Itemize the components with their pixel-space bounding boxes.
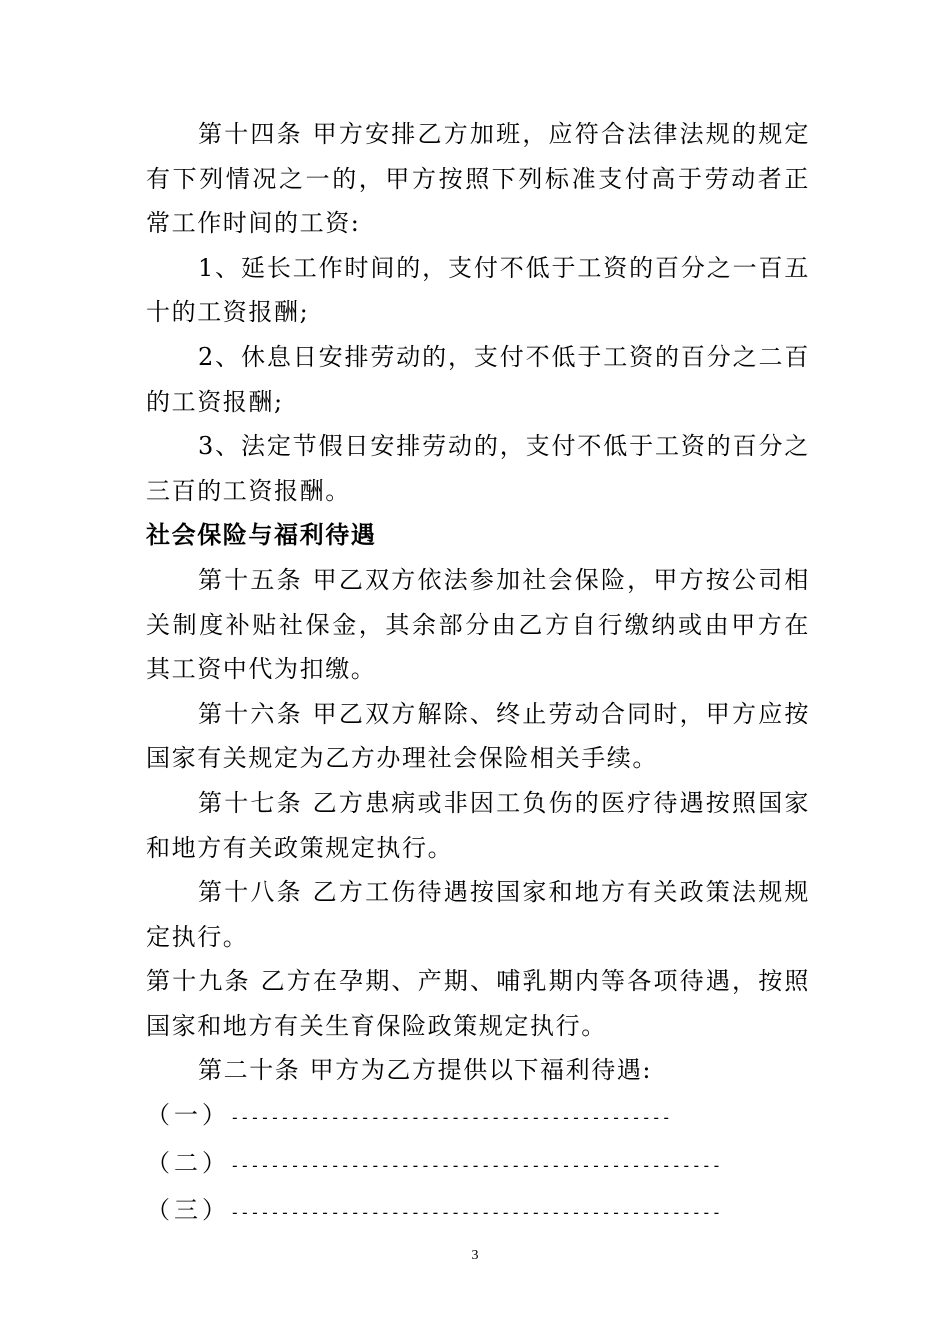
article-20-paragraph: 第二十条 甲方为乙方提供以下福利待遇: [198,1056,653,1085]
benefit-blank-underline: -------------------------------------------- [230,1108,672,1128]
article-14-item-2: 2、休息日安排劳动的，支付不低于工资的百分之二百的工资报酬; [146,342,810,416]
benefit-blank-1 [146,1093,810,1141]
benefit-blank-2 [146,1141,810,1189]
article-14-item-1: 1、延长工作时间的，支付不低于工资的百分之一百五十的工资报酬; [146,253,810,327]
article-17-paragraph: 第十七条 乙方患病或非因工负伤的医疗待遇按照国家和地方有关政策规定执行。 [146,788,810,862]
article-14-paragraph: 第十四条 甲方安排乙方加班，应符合法律法规的规定有下列情况之一的，甲方按照下列标准支付高于劳动者正常工作时间的工资: [146,120,810,238]
benefit-blank-3 [146,1188,810,1236]
benefit-blank-label: （三） [146,1196,230,1225]
page-number: 3 [471,1248,479,1263]
section-heading-social-insurance: 社会保险与福利待遇 [146,521,377,550]
article-14-item-3: 3、法定节假日安排劳动的，支付不低于工资的百分之三百的工资报酬。 [146,432,810,505]
benefit-blank-label: （一） [146,1101,230,1130]
benefit-blank-underline: ------------------------------------------------- [230,1203,722,1223]
article-16-paragraph: 第十六条 甲乙双方解除、终止劳动合同时，甲方应按国家有关规定为乙方办理社会保险相关手续。 [146,699,810,773]
benefit-blank-underline: ------------------------------------------------- [230,1155,722,1175]
benefit-blank-label: （二） [146,1148,230,1177]
document-body [146,112,810,1236]
article-19-paragraph: 第十九条 乙方在孕期、产期、哺乳期内等各项待遇，按照国家和地方有关生育保险政策规定执行。 [146,967,810,1040]
article-18-paragraph: 第十八条 乙方工伤待遇按国家和地方有关政策法规规定执行。 [146,878,810,951]
article-15-paragraph: 第十五条 甲乙双方依法参加社会保险，甲方按公司相关制度补贴社保金，其余部分由乙方自行缴纳或由甲方在其工资中代为扣缴。 [146,565,810,684]
